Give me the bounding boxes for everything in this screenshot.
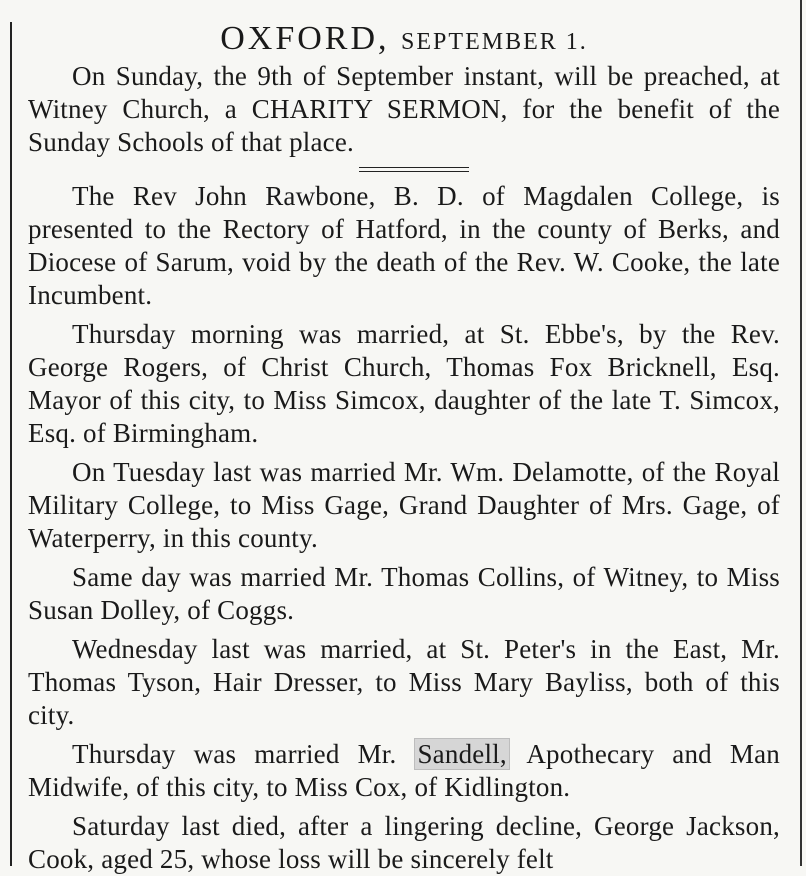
left-column-rule (10, 22, 12, 866)
title-date: SEPTEMBER 1. (401, 29, 588, 55)
section-divider (359, 167, 469, 172)
right-column-rule (800, 0, 802, 866)
newspaper-column (28, 20, 780, 876)
title-main: OXFORD, (220, 20, 390, 57)
highlight-after: Apothecary and Man Midwife, of this city, to Miss Cox, of Kidlington. (28, 739, 780, 802)
highlighted-word[interactable]: Sandell, (414, 738, 509, 770)
page-title (28, 20, 780, 58)
article-paragraph: Saturday last died, after a lingering decline, George Jackson, Cook, aged 25, whose loss will be sincerely felt (28, 811, 780, 874)
highlight-before: Thursday was married Mr. (72, 739, 397, 769)
article-paragraph: Wednesday last was married, at St. Peter's in the East, Mr. Thomas Tyson, Hair Dresser, to Miss Mary Bayliss, both of this city. (28, 634, 780, 730)
article-paragraph: On Sunday, the 9th of September instant, will be preached, at Witney Church, a CHARITY SERMON, for the benefit of the Sunday Schools of that place. (28, 61, 780, 157)
article-paragraph: On Tuesday last was married Mr. Wm. Delamotte, of the Royal Military College, to Miss Gage, Grand Daughter of Mrs. Gage, of Waterperry, in this county. (28, 457, 780, 553)
article-paragraph: Same day was married Mr. Thomas Collins, of Witney, to Miss Susan Dolley, of Coggs. (28, 562, 780, 625)
article-paragraph-highlighted (28, 738, 780, 804)
article-paragraph: Thursday morning was married, at St. Ebbe's, by the Rev. George Rogers, of Christ Church, Thomas Fox Bricknell, Esq. Mayor of this city, to Miss Simcox, daughter of the late T. Simcox, Esq. of Birmingham. (28, 319, 780, 448)
article-paragraph: The Rev John Rawbone, B. D. of Magdalen College, is presented to the Rectory of Hatford, in the county of Berks, and Diocese of Sarum, void by the death of the Rev. W. Cooke, the late Incumbent. (28, 181, 780, 310)
